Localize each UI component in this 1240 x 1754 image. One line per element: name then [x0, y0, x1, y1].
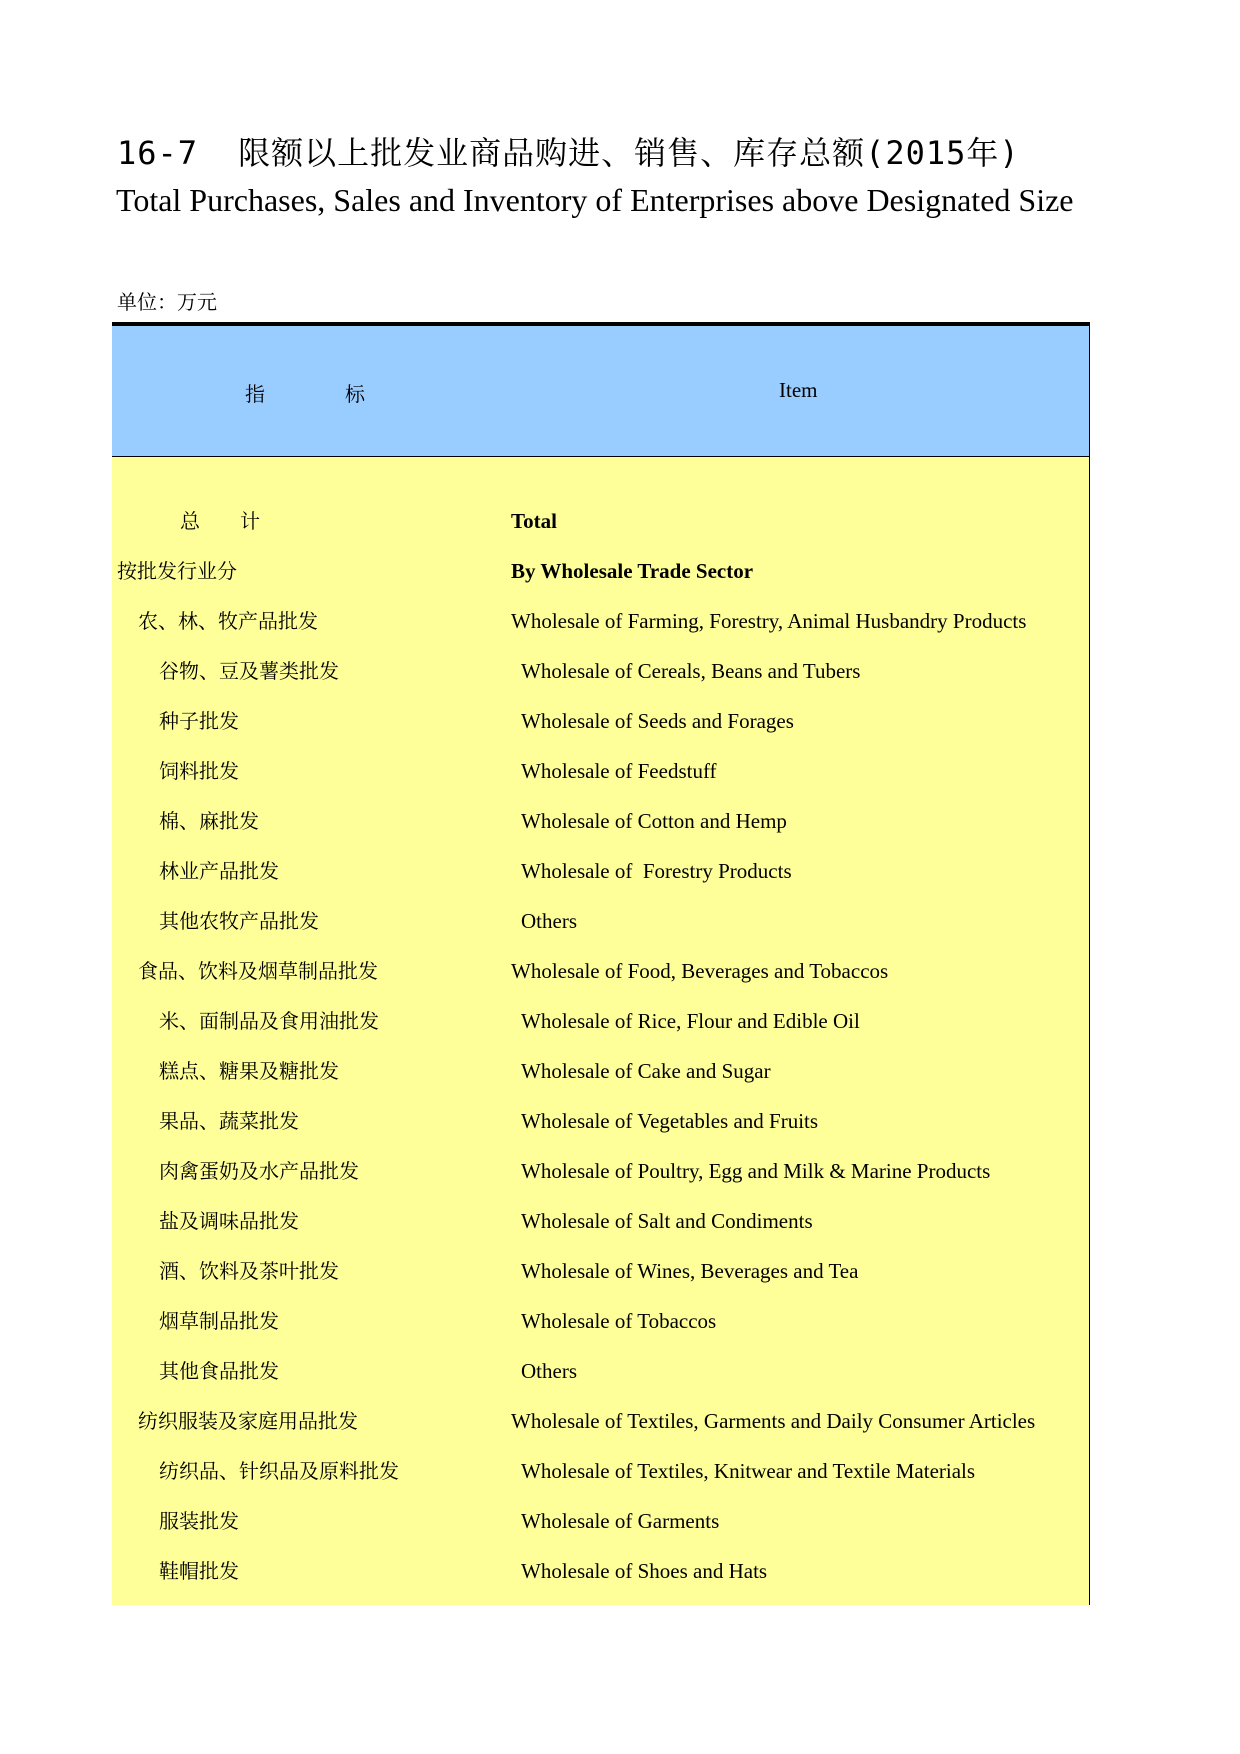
table-row-total — [112, 509, 1089, 559]
row-label-en: Wholesale of Farming, Forestry, Animal Husbandry Products — [511, 609, 1027, 633]
row-label-cn: 饲料批发 — [159, 759, 239, 783]
table-row — [112, 1059, 1089, 1109]
page-title-english: Total Purchases, Sales and Inventory of Enterprises above Designated Size — [116, 182, 1074, 218]
row-label-en: Wholesale of Wines, Beverages and Tea — [521, 1259, 859, 1283]
row-label-cn: 谷物、豆及薯类批发 — [159, 659, 339, 683]
row-label-cn: 果品、蔬菜批发 — [159, 1109, 299, 1133]
row-label-en: Wholesale of Garments — [521, 1509, 720, 1533]
row-label-cn: 肉禽蛋奶及水产品批发 — [159, 1159, 359, 1183]
row-label-cn: 服装批发 — [159, 1509, 239, 1533]
table-row — [112, 609, 1089, 659]
table-row — [112, 559, 1089, 609]
row-label-cn: 烟草制品批发 — [159, 1309, 279, 1333]
row-label-en: Others — [521, 909, 577, 933]
page-title-chinese — [117, 128, 1020, 174]
table-row — [112, 809, 1089, 859]
table-row — [112, 909, 1089, 959]
row-label-en: Wholesale of Feedstuff — [521, 759, 717, 783]
row-label-cn: 纺织服装及家庭用品批发 — [138, 1409, 358, 1433]
header-chinese — [245, 378, 365, 407]
row-label-cn: 其他食品批发 — [159, 1359, 279, 1383]
row-label-en: Wholesale of Textiles, Knitwear and Textile Materials — [521, 1459, 976, 1483]
row-label-en: Wholesale of Cake and Sugar — [521, 1059, 771, 1083]
row-label-cn: 种子批发 — [159, 709, 239, 733]
header-cn-part2: 标 — [345, 382, 365, 406]
table-number: 16-7 — [117, 134, 199, 172]
header-english: Item — [779, 378, 818, 402]
table-row — [112, 1459, 1089, 1509]
row-label-en: Wholesale of Forestry Products — [521, 859, 792, 883]
table-row — [112, 1009, 1089, 1059]
row-label-en: Wholesale of Rice, Flour and Edible Oil — [521, 1009, 860, 1033]
row-label-en: Wholesale of Textiles, Garments and Daily Consumer Articles — [511, 1409, 1036, 1433]
table-row — [112, 709, 1089, 759]
row-label-cn: 酒、饮料及茶叶批发 — [159, 1259, 339, 1283]
title-chinese-text: 限额以上批发业商品购进、销售、库存总额(2015年) — [238, 134, 1020, 172]
row-label-en: Wholesale of Poultry, Egg and Milk & Marine Products — [521, 1159, 991, 1183]
row-label-cn: 林业产品批发 — [159, 859, 279, 883]
row-label-en: Wholesale of Shoes and Hats — [521, 1559, 768, 1583]
row-label-en: By Wholesale Trade Sector — [511, 559, 754, 583]
row-label-en: Wholesale of Vegetables and Fruits — [521, 1109, 819, 1133]
row-label-cn: 总 计 — [180, 509, 260, 533]
table-body — [112, 457, 1090, 1605]
table-row — [112, 1259, 1089, 1309]
page-title-english-clip — [116, 178, 1090, 222]
table-row — [112, 1359, 1089, 1409]
header-cn-part1: 指 — [245, 382, 265, 406]
table-row — [112, 1209, 1089, 1259]
row-label-en: Total — [511, 509, 557, 533]
row-label-cn: 米、面制品及食用油批发 — [159, 1009, 379, 1033]
table-header — [112, 326, 1090, 457]
row-label-cn: 糕点、糖果及糖批发 — [159, 1059, 339, 1083]
table-row — [112, 859, 1089, 909]
row-label-cn: 其他农牧产品批发 — [159, 909, 319, 933]
table-row — [112, 1159, 1089, 1209]
table-row — [112, 1409, 1089, 1459]
table-row — [112, 959, 1089, 1009]
table-row — [112, 1559, 1089, 1609]
row-label-en: Wholesale of Cotton and Hemp — [521, 809, 787, 833]
row-label-en: Wholesale of Cereals, Beans and Tubers — [521, 659, 861, 683]
row-label-cn: 食品、饮料及烟草制品批发 — [138, 959, 378, 983]
table-row — [112, 759, 1089, 809]
row-label-en: Wholesale of Tobaccos — [521, 1309, 717, 1333]
row-label-en: Wholesale of Food, Beverages and Tobaccos — [511, 959, 889, 983]
row-label-cn: 纺织品、针织品及原料批发 — [159, 1459, 399, 1483]
table-row — [112, 1509, 1089, 1559]
row-label-cn: 盐及调味品批发 — [159, 1209, 299, 1233]
table-row — [112, 1309, 1089, 1359]
row-label-cn: 农、林、牧产品批发 — [138, 609, 318, 633]
row-label-en: Wholesale of Salt and Condiments — [521, 1209, 813, 1233]
row-label-cn: 按批发行业分 — [117, 559, 237, 583]
table-row — [112, 1109, 1089, 1159]
row-label-cn: 鞋帽批发 — [159, 1559, 239, 1583]
table-row — [112, 659, 1089, 709]
row-label-en: Others — [521, 1359, 577, 1383]
row-label-en: Wholesale of Seeds and Forages — [521, 709, 794, 733]
unit-label: 单位：万元 — [117, 290, 217, 314]
row-label-cn: 棉、麻批发 — [159, 809, 259, 833]
